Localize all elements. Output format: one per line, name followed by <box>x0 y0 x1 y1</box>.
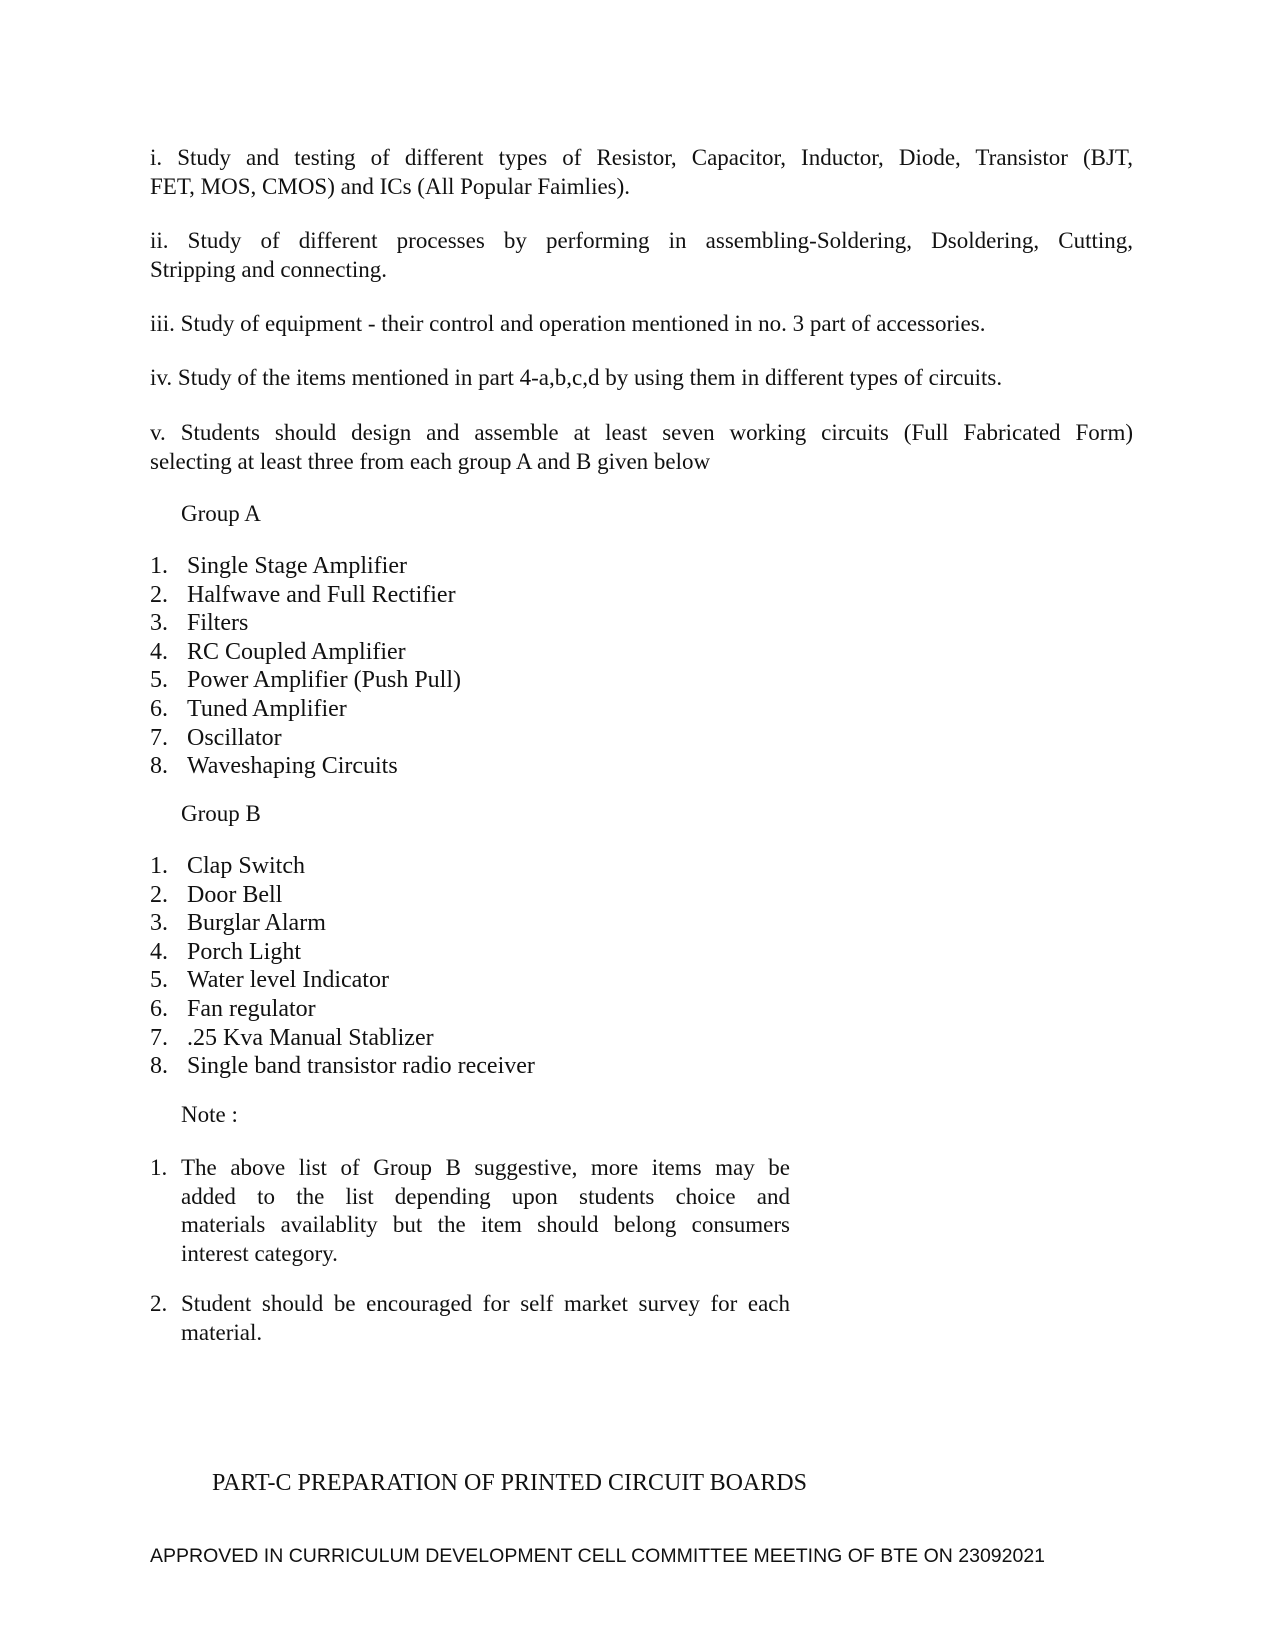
list-number: 4. <box>150 638 168 665</box>
list-number: 7. <box>150 1024 168 1051</box>
list-number: 6. <box>150 995 168 1022</box>
list-text: Tuned Amplifier <box>187 695 347 722</box>
list-number: 2. <box>150 881 168 908</box>
list-text: Halfwave and Full Rectifier <box>187 581 456 608</box>
note-line: interest category. <box>181 1240 338 1266</box>
list-number: 5. <box>150 667 168 694</box>
paragraph-ii <box>150 226 1133 284</box>
list-text: Power Amplifier (Push Pull) <box>187 667 461 694</box>
group-a-title: Group A <box>181 501 261 526</box>
list-text: Clap Switch <box>187 853 305 879</box>
list-text: Burglar Alarm <box>187 910 326 937</box>
list-text: Single Stage Amplifier <box>187 553 407 579</box>
note-line: added to the list depending upon students choice and <box>181 1183 790 1209</box>
group-a-item <box>150 609 461 638</box>
list-number: 7. <box>150 724 168 751</box>
group-b-item <box>150 881 535 910</box>
paragraph-iv: iv. Study of the items mentioned in part 4-a,b,c,d by using them in different types of circuits. <box>150 365 1003 390</box>
list-number: 8. <box>150 753 168 780</box>
list-number: 8. <box>150 1053 168 1080</box>
group-a-item <box>150 638 461 667</box>
paragraph-v <box>150 418 1133 476</box>
note-number: 1. <box>150 1155 168 1180</box>
group-b-title: Group B <box>181 801 261 826</box>
group-a-item <box>150 581 461 610</box>
note-title: Note : <box>181 1102 238 1127</box>
group-a-item <box>150 752 461 781</box>
group-b-item <box>150 966 535 995</box>
list-number: 3. <box>150 610 168 637</box>
paragraph-i <box>150 143 1133 201</box>
group-b-item <box>150 938 535 967</box>
list-number: 1. <box>150 853 168 879</box>
paragraph-line: selecting at least three from each group A and B given below <box>150 449 711 474</box>
list-number: 3. <box>150 910 168 937</box>
paragraph-line: ii. Study of different processes by performing in assembling-Soldering, Dsoldering, Cutting, <box>150 228 1133 253</box>
note-line: Student should be encouraged for self market survey for each <box>181 1291 790 1316</box>
list-text: Filters <box>187 610 249 637</box>
group-b-item <box>150 995 535 1024</box>
list-number: 1. <box>150 553 168 579</box>
list-text: RC Coupled Amplifier <box>187 638 406 665</box>
note-line: The above list of Group B suggestive, more items may be <box>181 1155 790 1180</box>
note-body <box>181 1154 790 1268</box>
list-text: Water level Indicator <box>187 967 389 994</box>
note-body <box>181 1290 790 1347</box>
group-a-item <box>150 666 461 695</box>
note-line: material. <box>181 1319 263 1345</box>
list-number: 4. <box>150 938 168 965</box>
note-item <box>150 1154 790 1268</box>
group-b-item <box>150 909 535 938</box>
part-c-heading: PART-C PREPARATION OF PRINTED CIRCUIT BOARDS <box>212 1470 807 1496</box>
list-text: .25 Kva Manual Stablizer <box>187 1024 434 1051</box>
group-a-item <box>150 695 461 724</box>
approval-footer: APPROVED IN CURRICULUM DEVELOPMENT CELL COMMITTEE MEETING OF BTE ON 23092021 <box>150 1545 1046 1567</box>
group-a-item <box>150 552 461 581</box>
list-text: Fan regulator <box>187 995 316 1022</box>
list-text: Door Bell <box>187 881 283 908</box>
group-b-item <box>150 1024 535 1053</box>
list-number: 6. <box>150 695 168 722</box>
list-text: Oscillator <box>187 724 282 751</box>
paragraph-iii: iii. Study of equipment - their control and operation mentioned in no. 3 part of accessories. <box>150 311 986 336</box>
paragraph-line: v. Students should design and assemble at least seven working circuits (Full Fabricated Form) <box>150 420 1133 445</box>
list-number: 5. <box>150 967 168 994</box>
group-b-item <box>150 852 535 881</box>
list-number: 2. <box>150 581 168 608</box>
note-item <box>150 1290 790 1347</box>
group-a-item <box>150 724 461 753</box>
paragraph-line: FET, MOS, CMOS) and ICs (All Popular Faimlies). <box>150 174 631 199</box>
paragraph-line: i. Study and testing of different types of Resistor, Capacitor, Inductor, Diode, Transistor (BJT, <box>150 145 1133 170</box>
paragraph-line: Stripping and connecting. <box>150 257 387 282</box>
group-b-item <box>150 1052 535 1081</box>
list-text: Waveshaping Circuits <box>187 753 398 780</box>
note-line: materials availablity but the item should belong consumers <box>181 1212 790 1237</box>
note-number: 2. <box>150 1291 168 1316</box>
list-text: Single band transistor radio receiver <box>187 1053 535 1080</box>
group-b-list <box>150 852 535 1081</box>
list-text: Porch Light <box>187 938 301 965</box>
group-a-list <box>150 552 461 781</box>
